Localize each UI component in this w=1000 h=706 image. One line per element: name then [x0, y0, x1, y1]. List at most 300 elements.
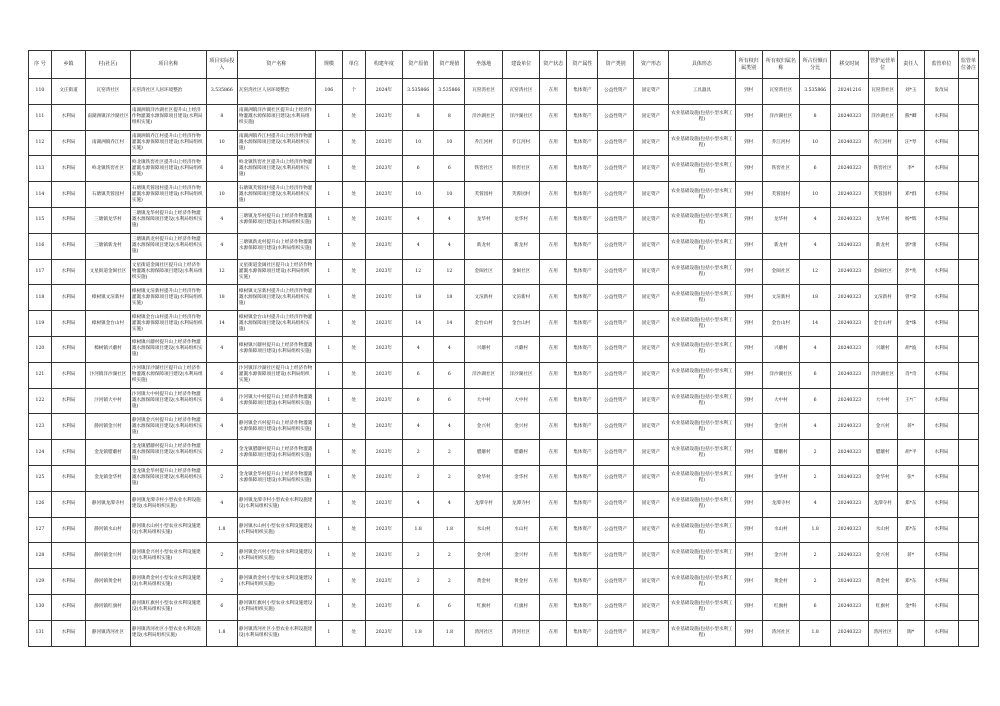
table-cell: 14	[206, 311, 237, 337]
table-cell: 固定资产	[633, 543, 668, 569]
table-cell: 文渲新村	[465, 285, 502, 311]
column-header: 监管单位	[924, 51, 958, 79]
table-cell: 金兴村	[465, 414, 502, 440]
table-cell: 18	[206, 285, 237, 311]
table-cell: 2	[800, 440, 831, 466]
table-cell: 农业基础设施(包括小型水利工程)	[669, 414, 736, 440]
table-cell: 10	[403, 130, 434, 156]
table-cell: 2023年	[365, 259, 402, 285]
table-cell: 12	[206, 259, 237, 285]
table-cell: 乔江河村	[465, 130, 502, 156]
table-cell: 6	[403, 388, 434, 414]
table-cell	[959, 285, 979, 311]
table-cell: 3.535866	[434, 79, 465, 105]
table-cell: 洋沙湖社区	[868, 104, 897, 130]
table-cell: 131	[29, 620, 52, 646]
table-cell: 在用	[540, 491, 567, 517]
table-cell: 洋沙湖社区	[465, 362, 502, 388]
table-cell: 3.535866	[206, 79, 237, 105]
table-cell: 20240323	[831, 130, 868, 156]
table-cell: 2	[206, 543, 237, 569]
table-cell: 18	[403, 285, 434, 311]
table-cell: 文渲新村	[868, 285, 897, 311]
table-cell: 陶*	[897, 620, 924, 646]
table-cell: 固定资产	[633, 104, 668, 130]
table-cell: 蒋*	[897, 543, 924, 569]
table-cell: 128	[29, 543, 52, 569]
table-cell: 1.8	[206, 517, 237, 543]
table-cell: 2023年	[365, 285, 402, 311]
table-cell: 邓*群	[897, 182, 924, 208]
table-cell: 樟树镇金台山村提升山上经济作物灌溉水源保障项目建设(水利局组织实施)	[130, 311, 206, 337]
table-cell: 4	[206, 207, 237, 233]
table-cell: 樟树镇文渲新村提升山上经济作物灌溉水源保障项目建设(水利局组织实施)	[237, 285, 315, 311]
table-cell: 公益性资产	[598, 491, 633, 517]
table-cell: 公益性资产	[598, 543, 633, 569]
table-cell: 6	[403, 156, 434, 182]
table-cell: 公益性资产	[598, 207, 633, 233]
table-cell: 1.8	[434, 620, 465, 646]
table-cell: 水利局	[51, 569, 85, 595]
table-cell: 1	[315, 311, 342, 337]
table-cell: 在用	[540, 620, 567, 646]
table-cell: 1.8	[800, 517, 831, 543]
table-cell: 黄金村	[868, 569, 897, 595]
table-cell: 1	[315, 285, 342, 311]
table-cell	[959, 259, 979, 285]
table-cell: 1	[315, 207, 342, 233]
table-cell: 集体资产	[567, 104, 598, 130]
table-cell: 金华村	[502, 465, 539, 491]
table-cell: 到村	[735, 594, 762, 620]
table-cell: 樟树镇兴蘑村	[86, 336, 131, 362]
table-cell: 公益性资产	[598, 311, 633, 337]
table-cell: 到村	[735, 543, 762, 569]
table-cell: 2	[206, 569, 237, 595]
table-cell: 2023年	[365, 233, 402, 259]
table-cell: 集体资产	[567, 233, 598, 259]
table-cell: 处	[342, 491, 365, 517]
table-cell: 处	[342, 388, 365, 414]
table-cell: 水利局	[51, 362, 85, 388]
table-cell: 在用	[540, 543, 567, 569]
table-cell: 水利局	[51, 182, 85, 208]
table-cell: 8	[403, 104, 434, 130]
table-cell: 到村	[735, 491, 762, 517]
table-cell: 111	[29, 104, 52, 130]
table-cell: 6	[434, 156, 465, 182]
table-cell: 金华村	[465, 465, 502, 491]
table-cell: 固定资产	[633, 311, 668, 337]
table-cell	[959, 362, 979, 388]
table-cell: 10	[206, 182, 237, 208]
table-cell: 固定资产	[633, 414, 668, 440]
table-cell: 1.8	[403, 517, 434, 543]
column-header: 规模	[315, 51, 342, 79]
table-cell: 农业基础设施(包括小型水利工程)	[669, 259, 736, 285]
table-cell: 黄金村	[502, 569, 539, 595]
table-cell: 水利局	[51, 620, 85, 646]
table-cell: 静河镇龙潭寺村小型农业水利设施建设(水利局组织实施)	[237, 491, 315, 517]
asset-ledger-page	[28, 50, 979, 647]
table-cell: 文庄街道	[51, 79, 85, 105]
table-cell: 新龙村	[465, 233, 502, 259]
table-cell: 乔江河村	[762, 130, 799, 156]
table-cell: 20240323	[831, 182, 868, 208]
table-cell: 122	[29, 388, 52, 414]
table-cell: 南湖洲镇洋沙湖社区	[86, 104, 131, 130]
table-cell: 14	[403, 311, 434, 337]
table-cell: 在用	[540, 233, 567, 259]
table-cell: 石塘镇芙蓉园村	[86, 182, 131, 208]
table-cell: 1	[315, 620, 342, 646]
table-cell	[959, 594, 979, 620]
table-cell: 2023年	[365, 336, 402, 362]
table-cell: 20240323	[831, 362, 868, 388]
table-cell: 农业基础设施(包括小型水利工程)	[669, 182, 736, 208]
table-cell: 到村	[735, 156, 762, 182]
table-cell: 红旗村	[502, 594, 539, 620]
table-cell: 公益性资产	[598, 569, 633, 595]
table-cell: 集体资产	[567, 156, 598, 182]
table-cell: 固定资产	[633, 130, 668, 156]
column-header: 所有权归属类别	[735, 51, 762, 79]
table-cell: 石塘镇芙蓉园村提升山上经济作物灌溉水源保障项目建设(水利局组织实施)	[237, 182, 315, 208]
table-cell: 6	[403, 362, 434, 388]
table-cell: 到村	[735, 311, 762, 337]
table-cell: 洋沙湖社区	[762, 362, 799, 388]
table-cell: 在用	[540, 465, 567, 491]
table-cell: 到村	[735, 336, 762, 362]
table-cell: 农业基础设施(包括小型水利工程)	[669, 362, 736, 388]
table-cell: 龙华村	[465, 207, 502, 233]
table-cell: 水利局	[51, 388, 85, 414]
table-cell: 到村	[735, 465, 762, 491]
table-cell: 固定资产	[633, 594, 668, 620]
table-cell: 20240323	[831, 104, 868, 130]
table-cell: 张*	[897, 465, 924, 491]
table-cell: 南湖洲镇洋沙湖社区提升山上经济作物灌溉水源保障项目建设(水利局组织实施)	[237, 104, 315, 130]
table-cell: 2024年	[365, 79, 402, 105]
table-cell: 南湖洲镇乔江村提升山上经济作物灌溉水源保障项目建设(水利局组织实施)	[130, 130, 206, 156]
table-cell: 4	[800, 207, 831, 233]
table-cell: 樟树镇兴蘑村提升山上经济作物灌溉水源保障项目建设(水利局组织实施)	[237, 336, 315, 362]
table-cell: 铁窖社区	[465, 156, 502, 182]
table-row	[29, 362, 979, 388]
table-cell: 静河镇龙潭寺村	[86, 491, 131, 517]
table-cell: 兴蘑村	[762, 336, 799, 362]
table-cell: 水利局	[924, 233, 958, 259]
table-cell: 南湖洲镇乔江村	[86, 130, 131, 156]
table-cell: 固定资产	[633, 362, 668, 388]
table-cell: 金龙镇金华村提升山上经济作物灌溉水源保障项目建设(水利局组织实施)	[237, 465, 315, 491]
asset-ledger-table	[28, 50, 979, 647]
table-cell: 1.8	[800, 620, 831, 646]
table-cell: 岭北镇铁窖社区提升山上经济作物灌溉水源保障项目建设(水利局组织实施)	[130, 156, 206, 182]
table-cell: 公益性资产	[598, 182, 633, 208]
table-cell: 郑*东	[897, 491, 924, 517]
table-cell: 处	[342, 517, 365, 543]
table-cell: 10	[206, 130, 237, 156]
column-header: 构建年度	[365, 51, 402, 79]
table-cell: 在用	[540, 517, 567, 543]
table-cell: 6	[800, 362, 831, 388]
table-cell: 20240323	[831, 517, 868, 543]
table-cell: 水利局	[924, 491, 958, 517]
table-cell: 固定资产	[633, 156, 668, 182]
table-cell: 20240323	[831, 440, 868, 466]
table-cell: 金台山村	[502, 311, 539, 337]
table-cell: 到村	[735, 362, 762, 388]
table-cell: 金兴村	[868, 414, 897, 440]
table-cell	[959, 336, 979, 362]
table-cell: 20241216	[831, 79, 868, 105]
table-cell: 117	[29, 259, 52, 285]
table-cell: 20240323	[831, 465, 868, 491]
table-cell: 6	[800, 594, 831, 620]
table-cell: 集体资产	[567, 130, 598, 156]
table-cell: 4	[434, 414, 465, 440]
table-cell: 瓦窑湾社区	[868, 79, 897, 105]
table-cell: 三塘镇新龙村	[86, 233, 131, 259]
table-cell: 处	[342, 440, 365, 466]
table-cell: 2023年	[365, 207, 402, 233]
table-cell: 公益性资产	[598, 285, 633, 311]
table-row	[29, 182, 979, 208]
table-cell: 1.8	[206, 620, 237, 646]
table-cell	[959, 156, 979, 182]
table-cell: 在用	[540, 388, 567, 414]
table-cell: 集体资产	[567, 311, 598, 337]
table-cell	[959, 130, 979, 156]
table-cell: 文星街道金闽社区	[86, 259, 131, 285]
table-cell: 腊蘑村	[868, 440, 897, 466]
column-header: 资产名称	[237, 51, 315, 79]
table-cell: 汴河镇大中村提升山上经济作物灌溉水源保障项目建设(水利局组织实施)	[237, 388, 315, 414]
table-cell: 集体资产	[567, 362, 598, 388]
table-cell: 集体资产	[567, 594, 598, 620]
table-cell: 公益性资产	[598, 414, 633, 440]
table-cell: 腊蘑村	[465, 440, 502, 466]
table-cell: 121	[29, 362, 52, 388]
table-cell: 2	[800, 465, 831, 491]
header-row	[29, 51, 979, 79]
table-cell: 公益性资产	[598, 388, 633, 414]
column-header: 资产属性	[567, 51, 598, 79]
table-cell: 金龙镇腊蘑村提升山上经济作物灌溉水源保障项目建设(水利局组织实施)	[130, 440, 206, 466]
table-cell: 水利局	[51, 259, 85, 285]
table-cell: 龙华村	[762, 207, 799, 233]
table-cell: 瓦窑湾社区人居环境整治	[130, 79, 206, 105]
table-cell: 水利局	[51, 440, 85, 466]
table-cell: 金兴村	[762, 543, 799, 569]
table-cell: 18	[800, 285, 831, 311]
table-cell: 20240323	[831, 336, 868, 362]
table-cell: 芙蓉园村	[465, 182, 502, 208]
table-cell: 在用	[540, 156, 567, 182]
column-header: 序 号	[29, 51, 52, 79]
table-cell: 1	[315, 104, 342, 130]
table-cell: 3.535866	[800, 79, 831, 105]
table-cell: 龙潭寺村	[868, 491, 897, 517]
table-cell: 集体资产	[567, 440, 598, 466]
table-cell: 处	[342, 233, 365, 259]
table-cell: 大中村	[868, 388, 897, 414]
table-cell: 龙潭寺村	[762, 491, 799, 517]
table-cell: 金兴村	[465, 543, 502, 569]
table-cell: 集体资产	[567, 620, 598, 646]
table-cell: 4	[800, 336, 831, 362]
table-row	[29, 543, 979, 569]
table-cell: 静河镇金兴村提升山上经济作物灌溉水源保障项目建设(水利局组织实施)	[130, 414, 206, 440]
table-cell: 125	[29, 465, 52, 491]
table-cell: 集体资产	[567, 569, 598, 595]
column-header: 村(社区)	[86, 51, 131, 79]
table-cell: 集体资产	[567, 465, 598, 491]
column-header: 移交时间	[831, 51, 868, 79]
table-cell: 农业基础设施(包括小型水利工程)	[669, 491, 736, 517]
table-cell: 处	[342, 156, 365, 182]
table-cell: 汪*琴	[897, 130, 924, 156]
table-cell: 6	[800, 156, 831, 182]
table-cell: 12	[800, 259, 831, 285]
table-cell: 1	[315, 388, 342, 414]
table-cell: 115	[29, 207, 52, 233]
table-cell: 固定资产	[633, 440, 668, 466]
table-cell: 乔江河村	[868, 130, 897, 156]
table-cell: 2023年	[365, 440, 402, 466]
table-cell: 水利局	[51, 491, 85, 517]
table-cell: 123	[29, 414, 52, 440]
table-cell: 到村	[735, 440, 762, 466]
table-cell: 文渲新村	[502, 285, 539, 311]
table-cell: 新龙村	[762, 233, 799, 259]
column-header: 建设单位	[502, 51, 539, 79]
table-cell: 农业基础设施(包括小型水利工程)	[669, 517, 736, 543]
table-cell: 静河镇金兴村提升山上经济作物灌溉水源保障项目建设(水利局组织实施)	[237, 414, 315, 440]
table-cell: 金闽社区	[465, 259, 502, 285]
table-cell: 水利局	[51, 207, 85, 233]
table-cell: 4	[800, 233, 831, 259]
table-cell: 在用	[540, 336, 567, 362]
table-cell: 集体资产	[567, 182, 598, 208]
table-cell: 6	[206, 388, 237, 414]
table-cell: 金闽社区	[868, 259, 897, 285]
table-cell: 金*珠	[897, 311, 924, 337]
table-cell	[959, 79, 979, 105]
table-cell	[959, 104, 979, 130]
table-cell: 水利局	[924, 104, 958, 130]
table-cell: 农业基础设施(包括小型水利工程)	[669, 569, 736, 595]
table-cell: 水利局	[924, 517, 958, 543]
table-cell: 130	[29, 594, 52, 620]
table-cell: 在用	[540, 569, 567, 595]
table-cell: 大中村	[762, 388, 799, 414]
table-cell: 20240323	[831, 388, 868, 414]
table-cell: 樟树镇文渲新村	[86, 285, 131, 311]
table-cell: 在用	[540, 285, 567, 311]
table-cell: 在用	[540, 130, 567, 156]
table-cell: 6	[206, 362, 237, 388]
table-cell: 6	[434, 594, 465, 620]
table-cell: 水利局	[924, 336, 958, 362]
table-cell: 120	[29, 336, 52, 362]
table-cell: 处	[342, 104, 365, 130]
table-cell: 公益性资产	[598, 156, 633, 182]
table-cell: 郭*蕾	[897, 233, 924, 259]
table-cell: 农业基础设施(包括小型水利工程)	[669, 104, 736, 130]
table-cell: 静河镇水山村小型农业水利设施建设(水利局组织实施)	[237, 517, 315, 543]
table-cell: 固定资产	[633, 285, 668, 311]
table-cell: 龙华村	[502, 207, 539, 233]
table-cell: 到村	[735, 414, 762, 440]
table-cell: 三塘镇龙华村提升山上经济作物灌溉水源保障项目建设(水利局组织实施)	[237, 207, 315, 233]
table-cell: 农业基础设施(包括小型水利工程)	[669, 311, 736, 337]
column-header: 具体形态	[669, 51, 736, 79]
table-cell: 农业基础设施(包括小型水利工程)	[669, 233, 736, 259]
table-cell: 2023年	[365, 362, 402, 388]
table-cell: 10	[434, 130, 465, 156]
table-cell: 在用	[540, 104, 567, 130]
table-cell: 12	[434, 259, 465, 285]
table-cell: 瓦窑湾社区人居环境整治	[237, 79, 315, 105]
table-cell: 到村	[735, 233, 762, 259]
table-cell: 处	[342, 620, 365, 646]
table-cell: 汴河镇大中村提升山上经济作物灌溉水源保障项目建设(水利局组织实施)	[130, 388, 206, 414]
table-cell: 3.535866	[403, 79, 434, 105]
table-cell: 10	[403, 182, 434, 208]
table-cell: 处	[342, 311, 365, 337]
table-row	[29, 259, 979, 285]
table-cell: 10	[434, 182, 465, 208]
table-cell: 黄金村	[762, 569, 799, 595]
table-cell: 在用	[540, 311, 567, 337]
table-cell: 水利局	[51, 414, 85, 440]
column-header: 项目名称	[130, 51, 206, 79]
table-cell: 静河镇红旗村小型农业水利设施建设(水利局组织实施)	[130, 594, 206, 620]
table-cell: 在用	[540, 594, 567, 620]
table-cell: 洋沙湖社区	[465, 104, 502, 130]
table-cell: 在用	[540, 414, 567, 440]
table-cell: 固定资产	[633, 465, 668, 491]
table-cell: 芙蓉园村	[762, 182, 799, 208]
table-cell: 4	[206, 233, 237, 259]
table-cell: 2023年	[365, 517, 402, 543]
table-cell: 固定资产	[633, 182, 668, 208]
table-cell: 水利局	[924, 259, 958, 285]
table-cell: 1	[315, 491, 342, 517]
table-cell: 20240323	[831, 543, 868, 569]
table-cell: 静河镇金兴村	[86, 543, 131, 569]
table-cell: 到村	[735, 104, 762, 130]
table-cell: 铁窖社区	[762, 156, 799, 182]
table-cell: 4	[403, 336, 434, 362]
table-cell: 2	[403, 569, 434, 595]
table-cell: 三塘镇龙华村	[86, 207, 131, 233]
table-cell: 2	[403, 543, 434, 569]
table-cell: 金龙镇金华村	[86, 465, 131, 491]
table-cell: 2023年	[365, 543, 402, 569]
table-row	[29, 104, 979, 130]
table-cell: 金兴村	[868, 543, 897, 569]
table-row	[29, 233, 979, 259]
table-cell: 106	[315, 79, 342, 105]
table-cell: 4	[434, 233, 465, 259]
table-cell: 4	[403, 414, 434, 440]
table-cell: 到村	[735, 130, 762, 156]
table-cell: 芙蓉园村	[502, 182, 539, 208]
column-header: 资产状态	[540, 51, 567, 79]
